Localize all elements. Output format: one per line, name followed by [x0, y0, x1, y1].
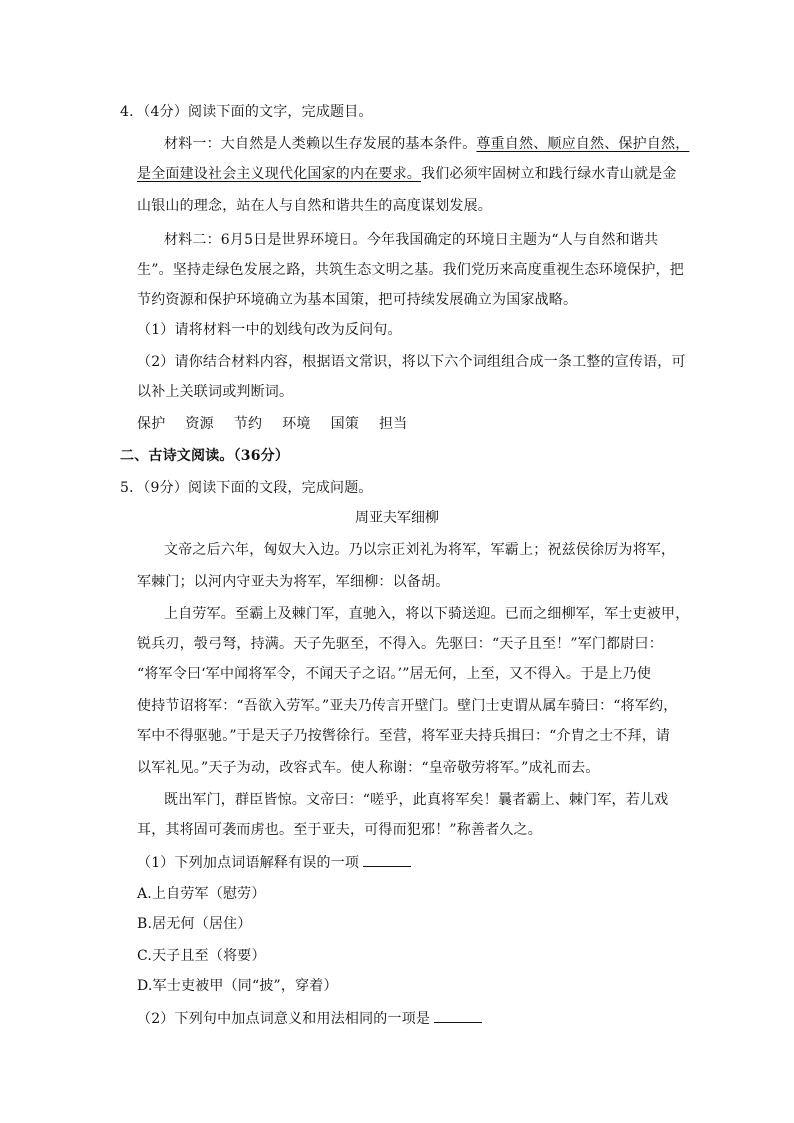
q5-para2-line1: 上自劳军。至霸上及棘门军，直驰入，将以下骑送迎。已而之细柳军，军士吏被甲， — [164, 606, 690, 622]
q4-material2-line3: 节约资源和保护环境确立为基本国策，把可持续发展确立为国家战略。 — [137, 292, 578, 308]
q5-passage-title: 周亚夫军细柳 — [355, 510, 439, 526]
word-item: 环境 — [282, 416, 311, 432]
q5-para2-line6: 以军礼见。”天子为动，改容式车。使人称谢：“皇帝敬劳将军。”成礼而去。 — [137, 760, 600, 776]
q5-para1-line2: 军棘门；以河内守亚夫为将军，军细柳：以备胡。 — [137, 574, 450, 590]
q4-subquestion-2-line1: （2）请你结合材料内容，根据语文常识，将以下六个词组组合成一条工整的宣传语，可 — [137, 354, 686, 370]
q4-material1-line1 — [164, 134, 689, 154]
q4-subquestion-2-line2: 以补上关联词或判断词。 — [137, 384, 294, 400]
q5-para2-line2: 锐兵刃，彀弓弩，持满。天子先驱至，不得入。先驱曰：“天子且至！”军门都尉曰： — [137, 636, 663, 652]
q5-para2-line5: 军中不得驱驰。”于是天子乃按辔徐行。至营，将军亚夫持兵揖曰：“介胄之士不拜，请 — [137, 728, 671, 744]
q5-para2-line3: “将军令曰‘军中闻将军令，不闻天子之诏。’”居无何，上至，又不得入。于是上乃使 — [137, 666, 652, 682]
q5-para3-line1: 既出军门，群臣皆惊。文帝曰：“嗟乎，此真将军矣！曩者霸上、棘门军，若儿戏 — [164, 792, 669, 808]
answer-blank[interactable] — [363, 852, 411, 867]
option-b: B.居无何（居住） — [137, 916, 252, 932]
q5-header: 5．（9分）阅读下面的文段，完成问题。 — [120, 480, 373, 496]
word-item: 国策 — [330, 416, 360, 432]
option-c: C.天子且至（将要） — [137, 948, 266, 964]
q5-para2-line4: 使持节诏将军：“吾欲入劳军。”亚夫乃传言开壁门。壁门士吏谓从属车骑曰：“将军约， — [137, 698, 678, 714]
q5-subquestion-1-text: （1）下列加点词语解释有误的一项 — [137, 855, 360, 871]
q4-material1-text: 材料一：大自然是人类赖以生存发展的基本条件。 — [164, 136, 477, 152]
q5-subquestion-2 — [137, 1008, 482, 1029]
q4-underlined-sentence-part1: 尊重自然、顺应自然、保护自然， — [476, 136, 690, 152]
word-item: 节约 — [233, 416, 263, 432]
word-item: 保护 — [137, 416, 166, 432]
q4-material1-text-cont: 我们必须牢固树立和践行绿水青山就是金 — [421, 166, 677, 182]
option-a: A.上自劳军（慰劳） — [137, 886, 266, 902]
q4-material2-line1: 材料二：6月5日是世界环境日。今年我国确定的环境日主题为“人与自然和谐共 — [164, 232, 659, 248]
section-2-heading: 二、古诗文阅读。（36分） — [120, 448, 290, 464]
word-item: 资源 — [185, 416, 214, 432]
option-d: D.军士吏被甲（同“披”，穿着） — [137, 978, 338, 994]
q4-material1-line3: 山银山的理念，站在人与自然和谐共生的高度谋划发展。 — [137, 198, 492, 214]
q4-word-list — [137, 414, 427, 434]
answer-blank[interactable] — [434, 1008, 482, 1023]
q4-material1-line2 — [137, 164, 677, 184]
q5-subquestion-2-text: （2）下列句中加点词意义和用法相同的一项是 — [137, 1011, 431, 1027]
q5-subquestion-1 — [137, 852, 411, 873]
q5-para1-line1: 文帝之后六年，匈奴大入边。乃以宗正刘礼为将军，军霸上；祝兹侯徐厉为将军， — [164, 542, 676, 558]
word-item: 担当 — [379, 416, 408, 432]
q5-para3-line2: 耳，其将固可袭而虏也。至于亚夫，可得而犯邪！”称善者久之。 — [137, 822, 542, 838]
q4-material2-line2: 生”。坚持走绿色发展之路，共筑生态文明之基。我们党历来高度重视生态环境保护，把 — [137, 262, 684, 278]
q4-underlined-sentence-part2: 是全面建设社会主义现代化国家的内在要求。 — [137, 166, 421, 182]
q4-subquestion-1: （1）请将材料一中的划线句改为反问句。 — [137, 322, 402, 338]
q4-header: 4．（4分）阅读下面的文字，完成题目。 — [120, 104, 373, 120]
